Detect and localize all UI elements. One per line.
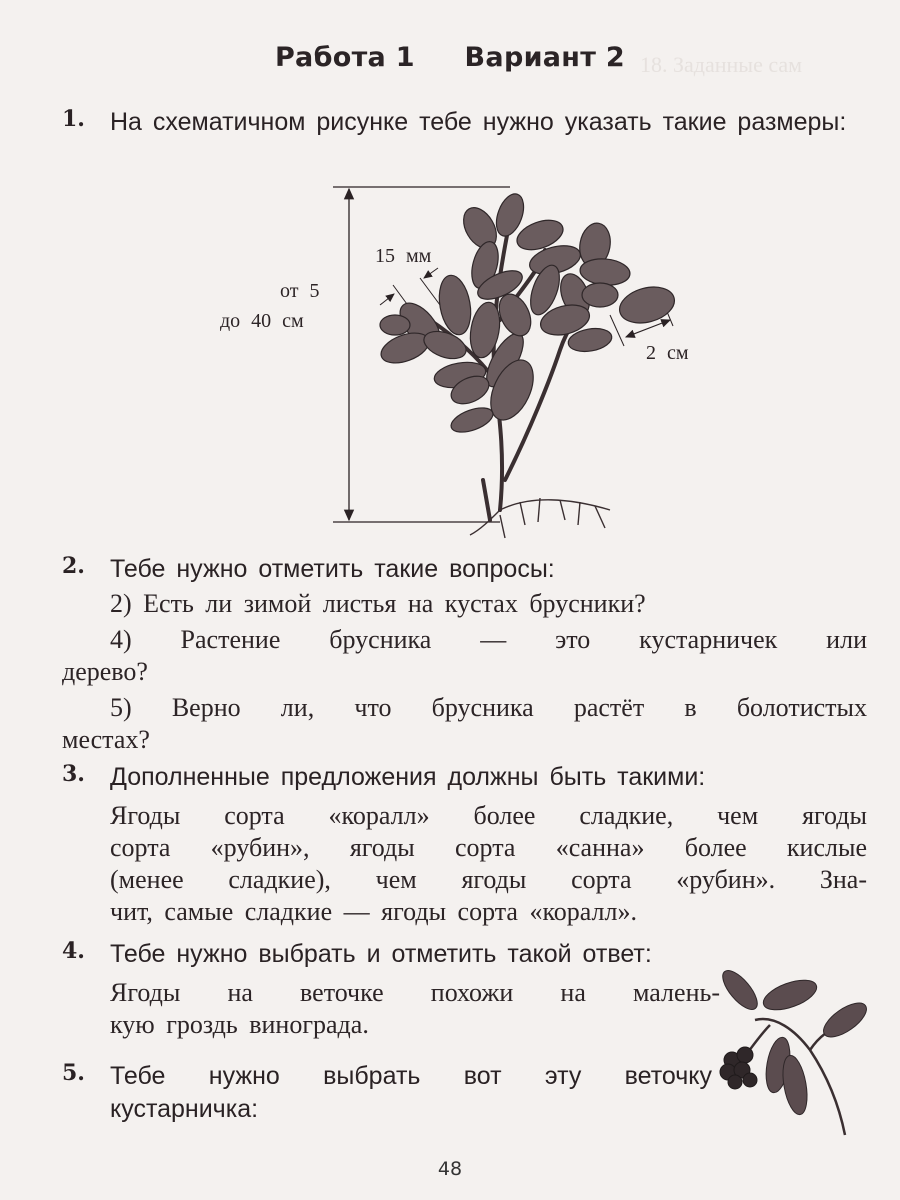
question-5 — [62, 1060, 712, 1126]
height-label-line1: от 5 — [280, 280, 320, 302]
answer-line: Ягоды сорта «коралл» более сладкие, чем ягоды — [110, 801, 867, 830]
lingonberry-plant-figure — [200, 180, 720, 540]
bleed-through-text: 18. Заданные сам — [640, 52, 803, 77]
leaf-length-label: 2 см — [646, 342, 689, 364]
question-number: 2. — [62, 553, 85, 579]
question-1 — [62, 106, 867, 139]
question-number: 5. — [62, 1060, 85, 1086]
answer-line: чит, самые сладкие — ягоды сорта «коралл». — [110, 897, 637, 926]
height-label-line2: до 40 см — [220, 310, 304, 332]
answer-line: сорта «рубин», ягоды сорта «санна» более кислые — [110, 833, 867, 862]
question-number: 3. — [62, 761, 85, 787]
question-prompt-line1: Тебе нужно выбрать вот эту веточку — [110, 1062, 712, 1090]
question-prompt: Дополненные предложения должны быть такими: — [110, 763, 706, 791]
question-number: 1. — [62, 106, 85, 132]
answer-block — [110, 977, 720, 1041]
answer-block — [110, 800, 867, 928]
answer-item-continuation: местах? — [62, 725, 150, 754]
variant-label: Вариант 2 — [464, 42, 626, 73]
answer-line: кую гроздь винограда. — [110, 1010, 369, 1039]
question-2 — [62, 553, 867, 756]
answer-line: Ягоды на веточке похожи на малень- — [110, 978, 720, 1007]
question-3 — [62, 761, 867, 928]
question-prompt: На схематичном рисунке тебе нужно указать такие размеры: — [110, 108, 847, 136]
answer-item: 4) Растение брусника — это кустарничек или — [110, 625, 867, 654]
work-label: Работа 1 — [274, 42, 415, 73]
question-prompt: Тебе нужно выбрать и отметить такой ответ: — [110, 940, 652, 968]
question-prompt-line2: кустарничка: — [110, 1095, 259, 1123]
berry-branch-icon — [700, 960, 880, 1140]
plant-illustration-icon — [200, 180, 720, 540]
answer-item: 5) Верно ли, что брусника растёт в болотистых — [110, 693, 867, 722]
answer-line: (менее сладкие), чем ягоды сорта «рубин». Зна- — [110, 865, 867, 894]
answer-block — [62, 588, 867, 756]
question-4 — [62, 938, 772, 1041]
leaf-width-label: 15 мм — [375, 245, 432, 267]
page-number: 48 — [437, 1158, 463, 1180]
question-number: 4. — [62, 938, 85, 964]
answer-item-continuation: дерево? — [62, 657, 148, 686]
page-title — [0, 42, 900, 73]
question-prompt: Тебе нужно отметить такие вопросы: — [110, 555, 555, 583]
answer-item: 2) Есть ли зимой листья на кустах брусники? — [110, 589, 646, 618]
